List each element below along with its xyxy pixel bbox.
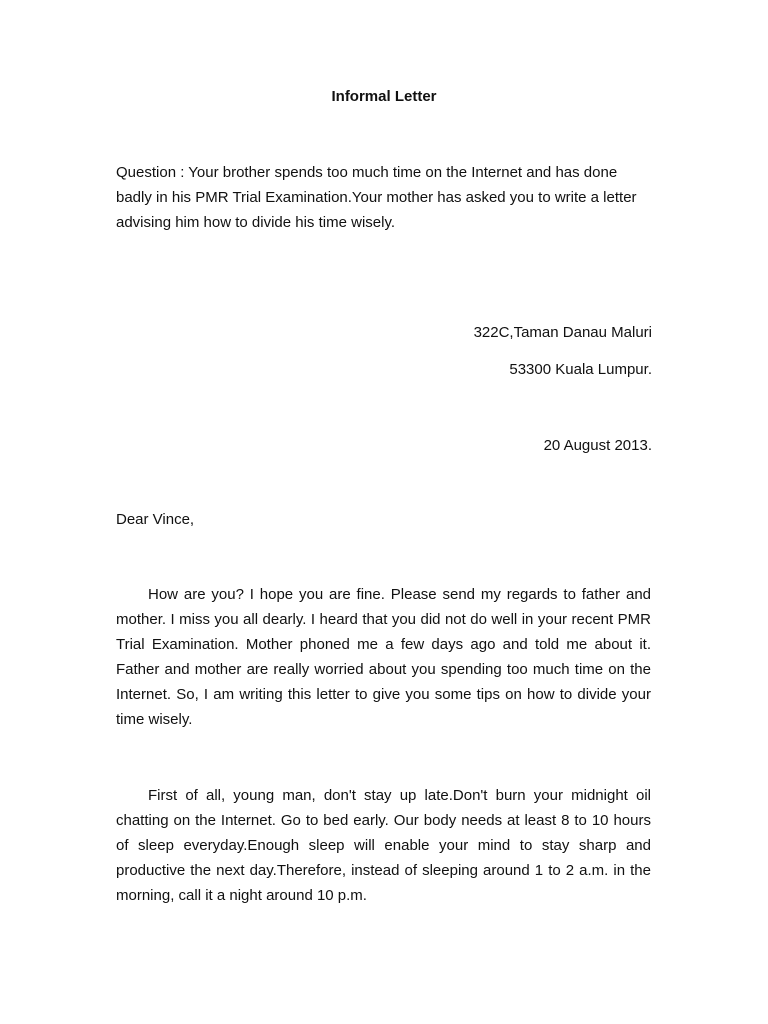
letter-date: 20 August 2013.: [543, 437, 652, 454]
address-line-2: 53300 Kuala Lumpur.: [509, 361, 652, 378]
salutation: Dear Vince,: [116, 511, 195, 528]
question-text: Question : Your brother spends too much time on the Internet and has done badly in his PMR Trial Examination.Your mother has asked you to write a letter advising him how to divide his time wisely.: [116, 164, 637, 231]
paragraph-1: How are you? I hope you are fine. Please send my regards to father and mother. I miss you all dearly. I heard that you did not do well in your recent PMR Trial Examination. Mother phoned me a few days ago and told me about it. Father and mother are really worried about you spending too much time on the Internet. So, I am writing this letter to give you some tips on how to divide your time wisely.: [116, 586, 651, 728]
paragraph-2: First of all, young man, don't stay up late.Don't burn your midnight oil chatting on the Internet. Go to bed early. Our body needs at least 8 to 10 hours of sleep everyday.Enough sleep will enable your mind to stay sharp and productive the next day.Therefore, instead of sleeping around 1 to 2 a.m. in the morning, call it a night around 10 p.m.: [116, 787, 651, 904]
address-line-1: 322C,Taman Danau Maluri: [473, 324, 652, 341]
document-title: Informal Letter: [331, 88, 437, 105]
